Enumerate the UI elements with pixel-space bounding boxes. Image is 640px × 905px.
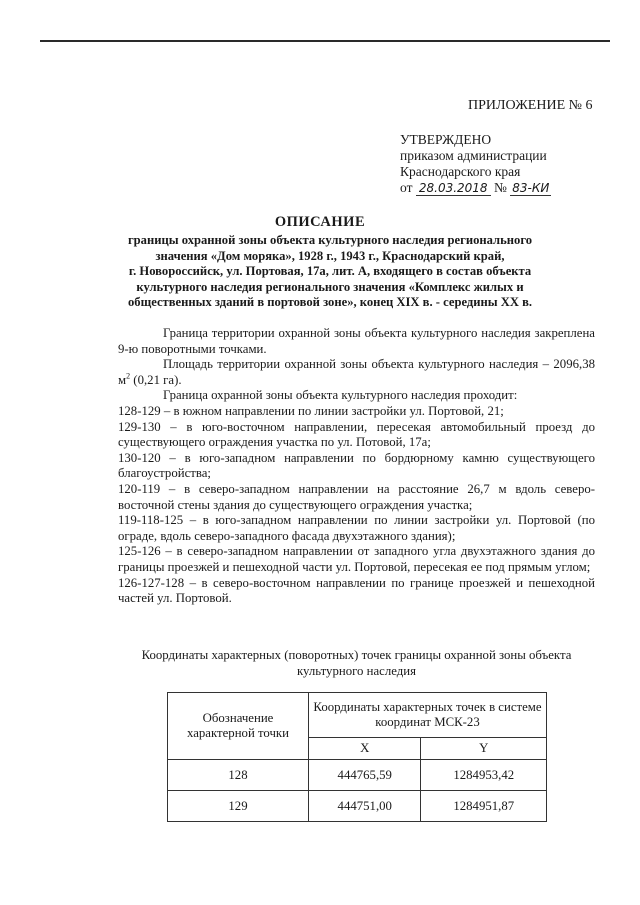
coordinates-table: [167, 692, 547, 822]
top-border-line: [40, 40, 610, 42]
boundary-segment: 129-130 – в юго-восточном направлении, пересекая автомобильный проезд до существующего ограждения участка по ул. Потовой, 17а;: [118, 419, 595, 450]
subtitle-line: границы охранной зоны объекта культурного наследия регионального: [127, 233, 533, 247]
col-header-point: Обозначение характерной точки: [168, 693, 309, 760]
paragraph-boundary-intro: Граница охранной зоны объекта культурного наследия проходит:: [163, 388, 518, 403]
boundary-segment: 119-118-125 – в юго-западном направлении по линии застройки ул. Портовой (по ограде, вдоль северо-западного фасада двухэтажного здания);: [118, 513, 595, 543]
approval-block: [400, 132, 551, 196]
cell-y: 1284951,87: [421, 791, 547, 822]
col-header-y: Y: [421, 738, 547, 760]
cell-y: 1284953,42: [421, 760, 547, 791]
boundary-segment: 130-120 – в юго-западном направлении по бордюрному камню существующего благоустройства;: [118, 450, 595, 481]
document-title: ОПИСАНИЕ: [274, 214, 366, 230]
area-text: Площадь территории охранной зоны объекта культурного наследия – 2096,38 м: [118, 357, 595, 387]
cell-x: 444751,00: [309, 791, 421, 822]
handwritten-number: 83-КИ: [512, 181, 550, 195]
subtitle-line: значения «Дом моряка», 1928 г., 1943 г., Краснодарский край,: [155, 248, 505, 263]
subtitle-line: культурного наследия регионального значения «Комплекс жилых и: [136, 279, 524, 294]
table-caption: Координаты характерных (поворотных) точек границы охранной зоны объекта культурного наследия: [141, 648, 572, 678]
approved-line-2: Краснодарского края: [400, 164, 521, 179]
boundary-segment: 120-119 – в северо-западном направлении на расстояние 26,7 м вдоль северо-восточной стены здания до существующего ограждения участка;: [118, 481, 595, 512]
approved-title: УТВЕРЖДЕНО: [400, 132, 492, 147]
boundary-segment: 128-129 – в южном направлении по линии застройки ул. Портовой, 21;: [118, 403, 504, 418]
document-subtitle: [118, 233, 542, 311]
subtitle-line: общественных зданий в портовой зоне», конец XIX в. - середины XX в.: [127, 295, 533, 310]
subtitle-line: г. Новороссийск, ул. Портовая, 17а, лит. А, входящего в состав объекта: [128, 264, 532, 279]
boundary-segment: 126-127-128 – в северо-восточном направлении по границе проезжей и пешеходной частей ул. Портовой.: [118, 575, 595, 606]
cell-x: 444765,59: [309, 760, 421, 791]
cell-point: 129: [168, 791, 309, 822]
boundary-segment: 125-126 – в северо-западном направлении от западного угла двухэтажного здания до границы проезжей и пешеходной части ул. Портовой, пересекая ее под прямым углом;: [118, 544, 595, 574]
col-header-x: X: [309, 738, 421, 760]
appendix-label: ПРИЛОЖЕНИЕ № 6: [468, 98, 593, 113]
approved-line-1: приказом администрации: [400, 148, 547, 163]
handwritten-date: 28.03.2018: [416, 181, 491, 196]
area-unit-superscript: 2: [126, 371, 131, 381]
area-tail: (0,21 га).: [130, 372, 182, 387]
cell-point: 128: [168, 760, 309, 791]
table-row: [168, 760, 547, 791]
document-body: [118, 326, 595, 607]
paragraph-points: Граница территории охранной зоны объекта культурного наследия закреплена 9-ю поворотными точками.: [118, 326, 595, 356]
number-sign: №: [493, 180, 507, 195]
approval-date-line: [400, 180, 551, 196]
col-header-coords: Координаты характерных точек в системе координат МСК-23: [309, 693, 547, 738]
table-row: [168, 791, 547, 822]
date-prefix: от: [400, 180, 413, 195]
paragraph-area: [118, 357, 595, 388]
